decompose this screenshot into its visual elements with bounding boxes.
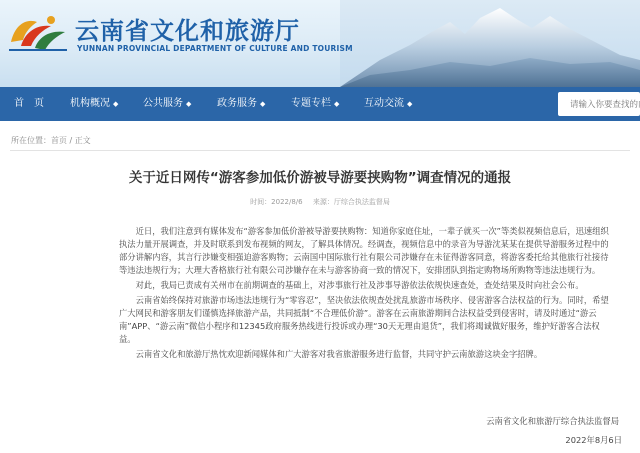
nav-item-label: 互动交流 xyxy=(364,98,404,109)
article-paragraph: 云南省始终保持对旅游市场违法违规行为“零容忍”，坚决依法依规查处扰乱旅游市场秩序、侵害游客合法权益的行为。同时，希望广大网民和游客朋友们谨慎选择旅游产品，共同抵制“不合理低价游”。游客在云南旅游期间合法权益受到侵害时，请及时通过“游云南”APP、“游云南”微信小程序和12345政府服务热线进行投诉或办理“30天无理由退货”，我们将竭诚做好服务，维护好游客合法权益。 xyxy=(119,295,609,344)
department-logo-icon xyxy=(7,12,69,52)
breadcrumb xyxy=(11,135,91,146)
nav-item-label: 政务服务 xyxy=(217,98,257,109)
article-paragraph: 云南省文化和旅游厅热忱欢迎新闻媒体和广大游客对我省旅游服务进行监督，共同守护云南旅游这块金字招牌。 xyxy=(135,349,543,359)
chevron-down-icon: ◆ xyxy=(113,100,119,108)
search-input[interactable] xyxy=(558,93,640,116)
nav-item-about[interactable] xyxy=(70,87,118,121)
article-signature: 云南省文化和旅游厅综合执法监督局 xyxy=(486,416,619,426)
search-box xyxy=(558,92,640,116)
article-paragraph: 对此，我局已责成有关州市在前期调查的基础上，对涉事旅行社及涉事导游依法依规快速查处，查处结果及时向社会公布。 xyxy=(135,280,584,290)
nav-item-label: 首 页 xyxy=(14,98,44,109)
nav-item-topics[interactable] xyxy=(291,87,339,121)
site-header xyxy=(0,0,640,87)
breadcrumb-prefix: 所在位置： xyxy=(11,136,51,145)
article-meta xyxy=(0,197,640,207)
chevron-down-icon: ◆ xyxy=(407,100,413,108)
site-subtitle: YUNNAN PROVINCIAL DEPARTMENT OF CULTURE AND TOURISM xyxy=(77,44,353,53)
nav-item-home[interactable] xyxy=(14,87,44,121)
article-source: 来源：厅综合执法监督局 xyxy=(312,198,390,206)
mountain-banner-image xyxy=(340,0,640,87)
article-sign-date: 2022年8月6日 xyxy=(565,435,622,445)
article-date: 时间：2022/8/6 xyxy=(250,198,303,206)
nav-item-gov-service[interactable] xyxy=(217,87,265,121)
main-nav xyxy=(0,87,640,121)
chevron-down-icon: ◆ xyxy=(334,100,340,108)
site-title: 云南省文化和旅游厅 xyxy=(75,17,300,45)
divider xyxy=(10,150,630,151)
nav-item-interaction[interactable] xyxy=(364,87,412,121)
nav-item-label: 专题专栏 xyxy=(291,98,331,109)
nav-item-label: 公共服务 xyxy=(143,98,183,109)
article-body xyxy=(119,225,610,363)
chevron-down-icon: ◆ xyxy=(186,100,192,108)
article-title: 关于近日网传“游客参加低价游被导游要挟购物”调查情况的通报 xyxy=(128,170,512,186)
breadcrumb-home-link[interactable]: 首页 xyxy=(51,136,67,145)
article-paragraph: 近日，我们注意到有媒体发布“游客参加低价游被导游要挟购物：知道你家庭住址，一辈子就买一次”等类似视频信息后，迅速组织执法力量开展调查，并及时联系到发布视频的网友，了解具体情况。经调查，视频信息中的录音为导游沈某某在提供导游服务过程中的部分讲解内容，其言行涉嫌变相强迫游客购物；云南国中国际旅行社有限公司涉嫌存在未征得游客同意，将游客委托给其他旅行社接待等违法违规行为；大理大香格旅行社有限公司涉嫌存在未与游客协商一致的情况下，安排团队到指定购物场所购物等违法违规行为。 xyxy=(119,226,609,275)
chevron-down-icon: ◆ xyxy=(260,100,266,108)
nav-item-label: 机构概况 xyxy=(70,98,110,109)
nav-item-public-service[interactable] xyxy=(143,87,191,121)
breadcrumb-current: 正文 xyxy=(74,136,91,145)
breadcrumb-separator: / xyxy=(67,136,75,145)
